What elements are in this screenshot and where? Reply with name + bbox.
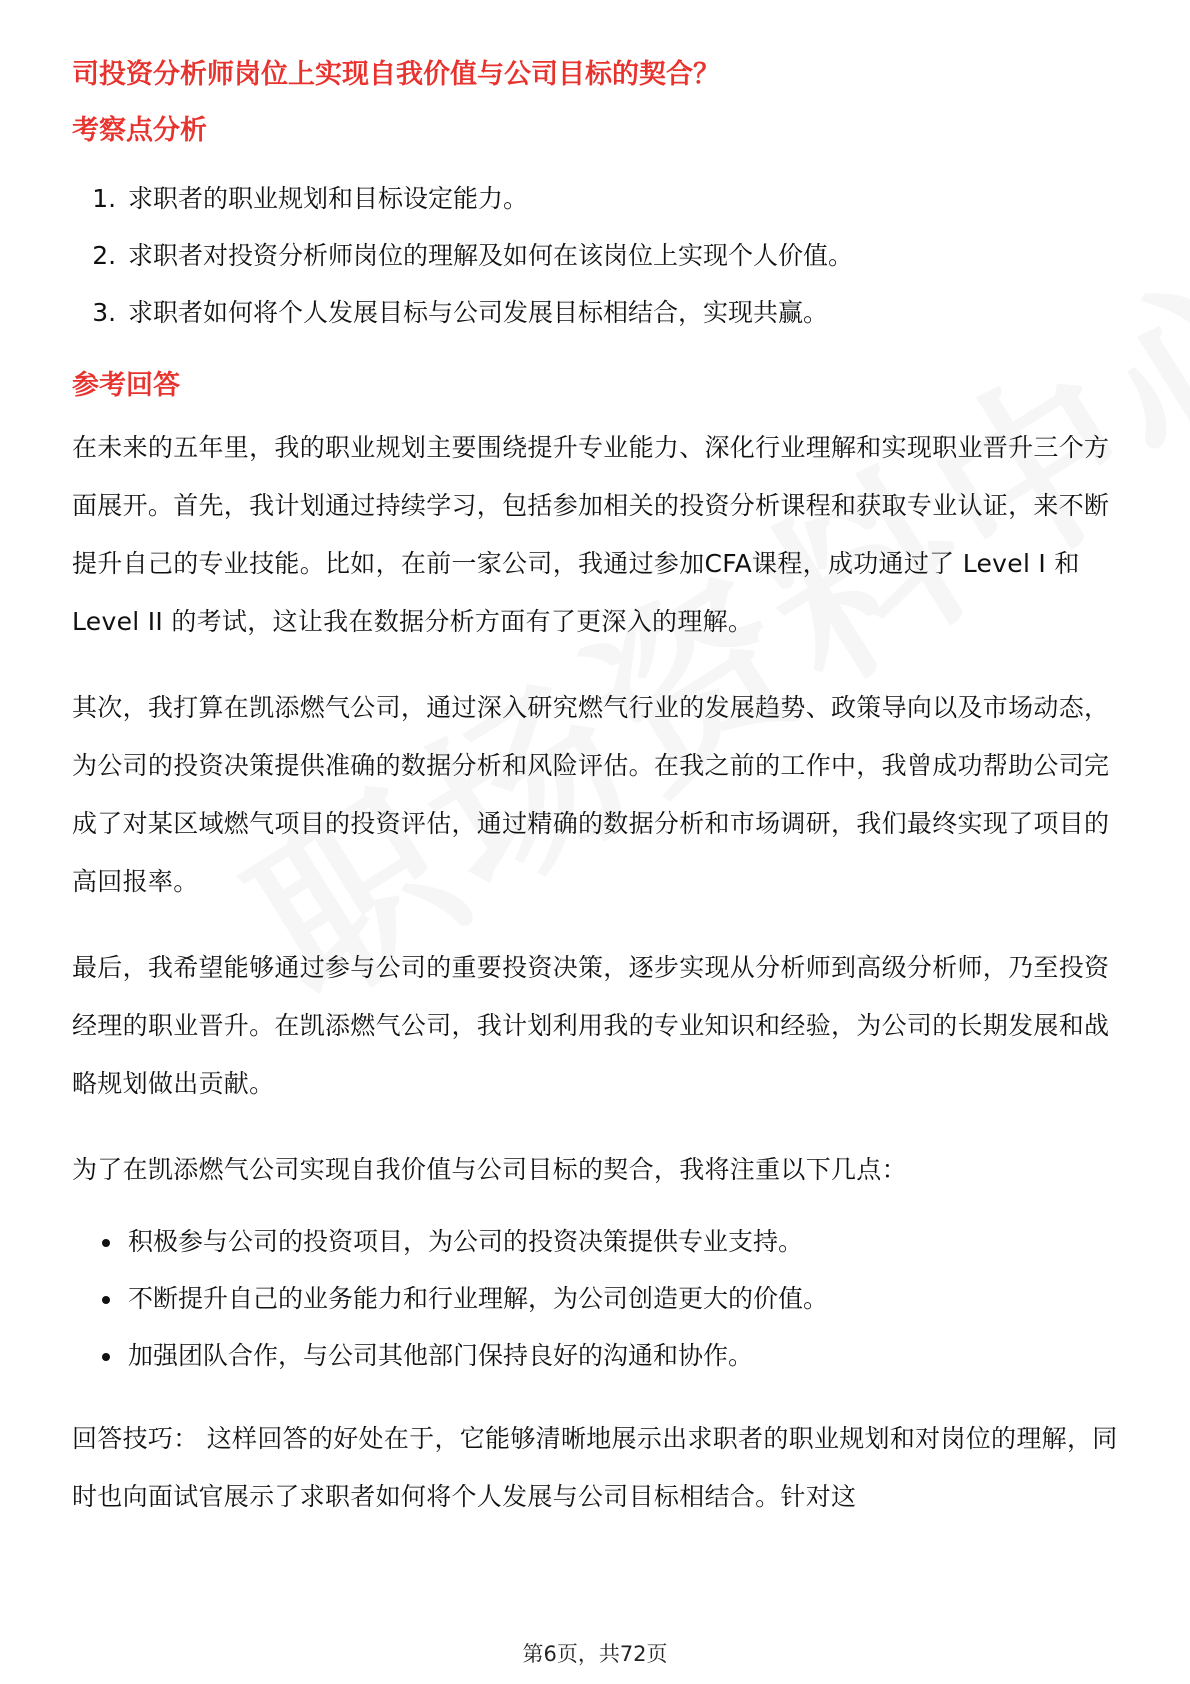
answer-heading: 参考回答 <box>72 370 180 401</box>
bullet-item: • 不断提升自己的业务能力和行业理解，为公司创造更大的价值。 <box>124 1270 1122 1327</box>
page-footer: 第6页，共72页 <box>522 1642 668 1666</box>
answer-paragraph: 为了在凯添燃气公司实现自我价值与公司目标的契合，我将注重以下几点： <box>72 1155 907 1184</box>
question-title: 司投资分析师岗位上实现自我价值与公司目标的契合？ <box>72 59 720 90</box>
analysis-heading: 考察点分析 <box>72 115 207 146</box>
bullet-item: • 加强团队合作，与公司其他部门保持良好的沟通和协作。 <box>124 1327 1122 1384</box>
tips-paragraph: 回答技巧： 这样回答的好处在于，它能够清晰地展示出求职者的职业规划和对岗位的理解，同时也向面试官展示了求职者如何将个人发展与公司目标相结合。针对这 <box>72 1424 1118 1511</box>
analysis-point: 2. 求职者对投资分析师岗位的理解及如何在该岗位上实现个人价值。 <box>124 227 1122 284</box>
answer-paragraph: 在未来的五年里，我的职业规划主要围绕提升专业能力、深化行业理解和实现职业晋升三个方面展开。首先，我计划通过持续学习，包括参加相关的投资分析课程和获取专业认证，来不断提升自己的专业技能。比如，在前一家公司，我通过参加CFA课程，成功通过了 Level I 和 Level II 的考试，这让我在数据分析方面有了更深入的理解。 <box>72 433 1110 636</box>
analysis-point: 1. 求职者的职业规划和目标设定能力。 <box>124 170 1122 227</box>
answer-paragraph: 最后，我希望能够通过参与公司的重要投资决策，逐步实现从分析师到高级分析师，乃至投资经理的职业晋升。在凯添燃气公司，我计划利用我的专业知识和经验，为公司的长期发展和战略规划做出贡献。 <box>72 953 1110 1098</box>
bullet-item: • 积极参与公司的投资项目，为公司的投资决策提供专业支持。 <box>124 1213 1122 1270</box>
answer-paragraph: 其次，我打算在凯添燃气公司，通过深入研究燃气行业的发展趋势、政策导向以及市场动态，为公司的投资决策提供准确的数据分析和风险评估。在我之前的工作中，我曾成功帮助公司完成了对某区域燃气项目的投资评估，通过精确的数据分析和市场调研，我们最终实现了项目的高回报率。 <box>72 693 1110 896</box>
analysis-point: 3. 求职者如何将个人发展目标与公司发展目标相结合，实现共赢。 <box>124 284 1122 341</box>
analysis-points-list <box>72 170 1122 341</box>
page-content <box>72 56 1122 1526</box>
answer-bullets-list <box>72 1213 1122 1384</box>
